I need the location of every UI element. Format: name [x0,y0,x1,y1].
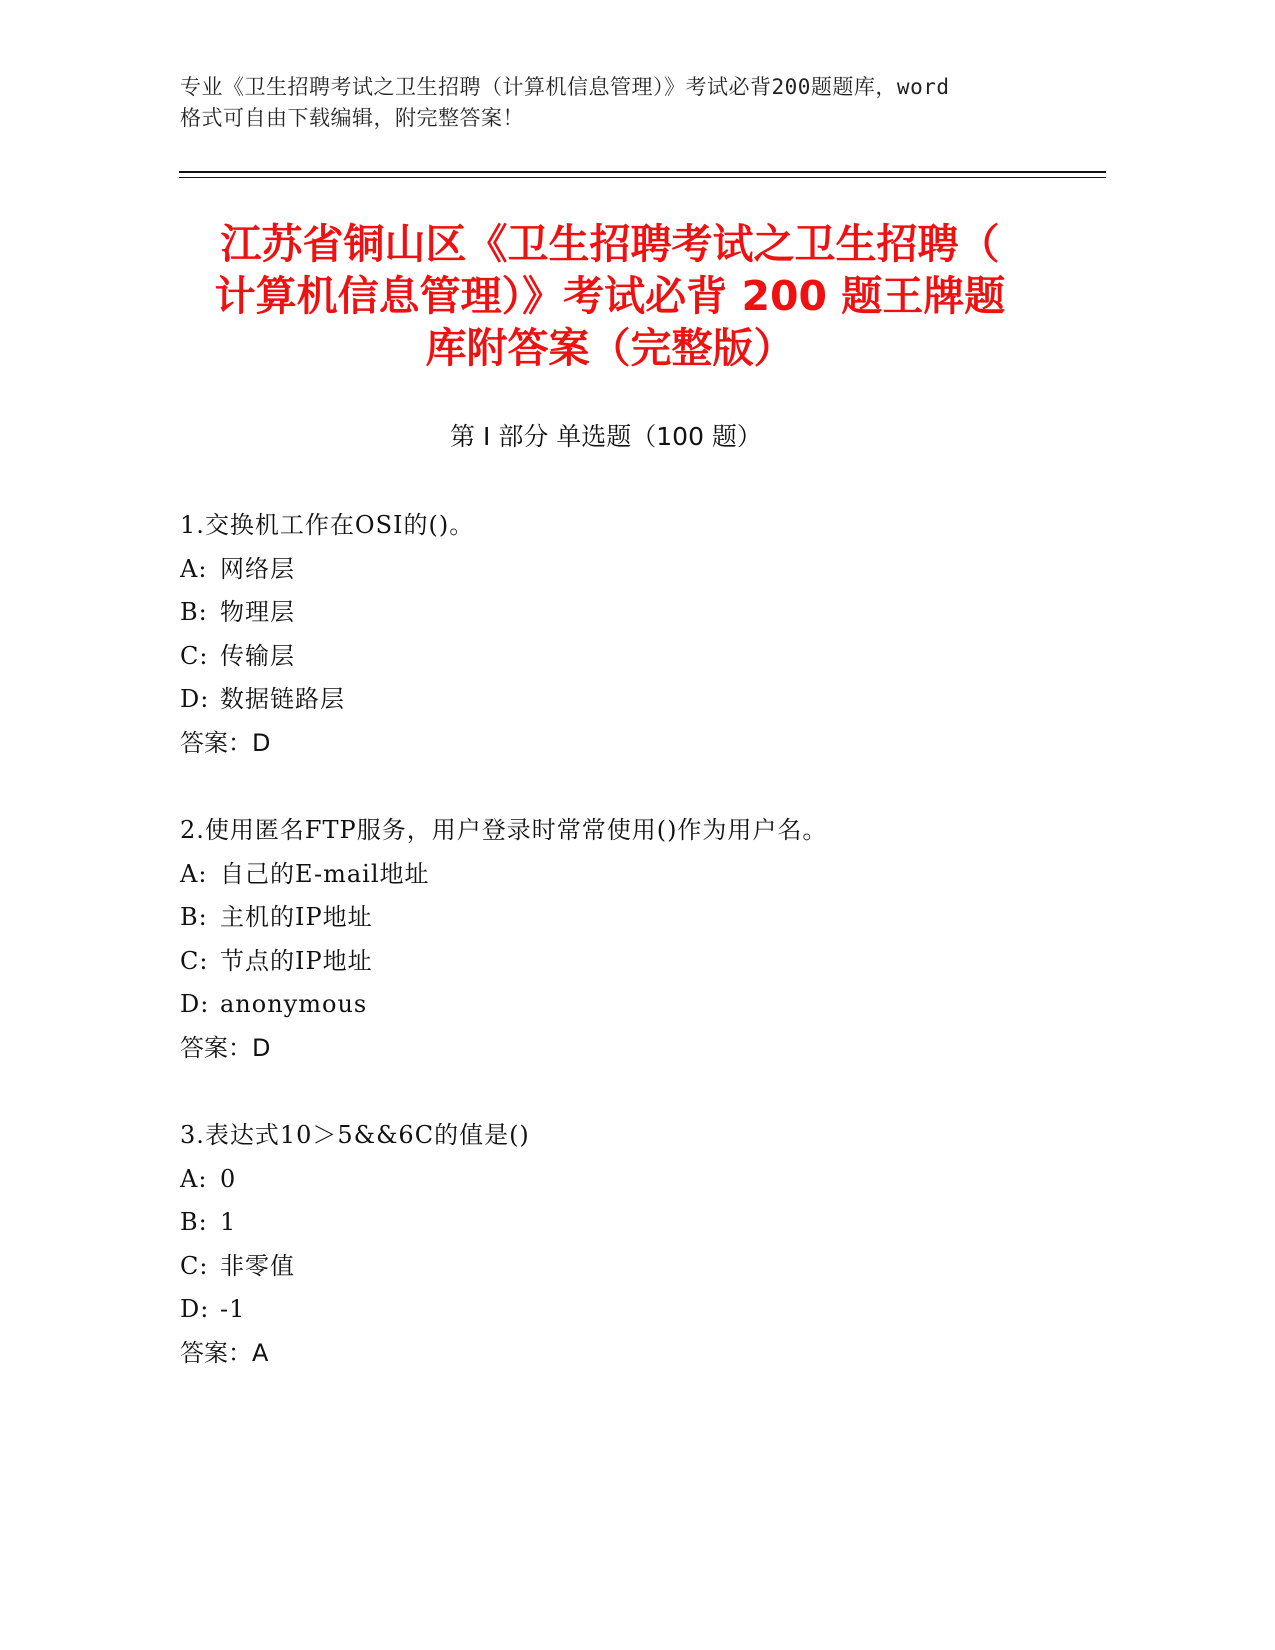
option-letter: D: [180,990,210,1018]
document-title-line-3: 库附答案（完整版） [425,324,795,372]
option-text: 网络层 [220,554,295,583]
option-b [180,1201,1100,1245]
question-stem: 3.表达式10＞5&&6C的值是() [180,1121,530,1149]
option-text: 节点的IP地址 [220,946,373,975]
option-letter: A: [180,859,208,888]
option-letter: B: [180,598,208,626]
option-letter: A: [180,1164,208,1193]
option-c [180,1245,1100,1289]
option-letter: C: [180,946,209,975]
header-divider-thick [179,171,1106,173]
option-text: 数据链路层 [220,685,345,713]
document-title [160,218,1060,374]
question-3 [180,1114,1100,1375]
option-c [180,940,1100,984]
question-1 [180,504,1100,765]
question-2 [180,809,1100,1070]
question-list [180,504,1100,1419]
option-text: 非零值 [220,1251,295,1280]
option-text: 自己的E-mail地址 [220,859,430,888]
option-d [180,983,1100,1027]
option-a [180,1158,1100,1202]
option-letter: D: [180,685,210,713]
option-a [180,548,1100,592]
section-heading: 第 I 部分 单选题（100 题） [450,422,762,451]
option-letter: C: [180,1251,209,1280]
option-letter: B: [180,1208,208,1236]
document-title-line-1: 江苏省铜山区《卫生招聘考试之卫生招聘（ [220,220,1000,268]
option-text: 0 [220,1164,237,1193]
option-d [180,678,1100,722]
option-text: 主机的IP地址 [220,903,373,931]
option-text: anonymous [220,990,368,1018]
option-text: 1 [220,1208,237,1236]
option-b [180,896,1100,940]
option-text: -1 [220,1295,246,1323]
header-note [180,72,1100,134]
question-stem: 1.交换机工作在OSI的()。 [180,511,475,539]
option-letter: D: [180,1295,210,1323]
answer-line: 答案：D [180,1033,271,1062]
option-letter: B: [180,903,208,931]
option-letter: A: [180,554,208,583]
option-d [180,1288,1100,1332]
option-c [180,635,1100,679]
option-text: 物理层 [220,598,295,626]
document-title-line-2: 计算机信息管理）》考试必背 200 题王牌题 [214,272,1006,320]
option-b [180,591,1100,635]
answer-line: 答案：D [180,728,271,757]
answer-line: 答案：A [180,1338,269,1367]
header-divider-thin [179,177,1106,178]
option-a [180,853,1100,897]
question-stem: 2.使用匿名FTP服务，用户登录时常常使用()作为用户名。 [180,816,828,844]
option-text: 传输层 [220,641,295,670]
header-note-line-2: 格式可自由下载编辑，附完整答案！ [180,106,524,130]
header-note-line-1: 专业《卫生招聘考试之卫生招聘（计算机信息管理）》考试必背200题题库，word [180,75,950,99]
option-letter: C: [180,641,209,670]
